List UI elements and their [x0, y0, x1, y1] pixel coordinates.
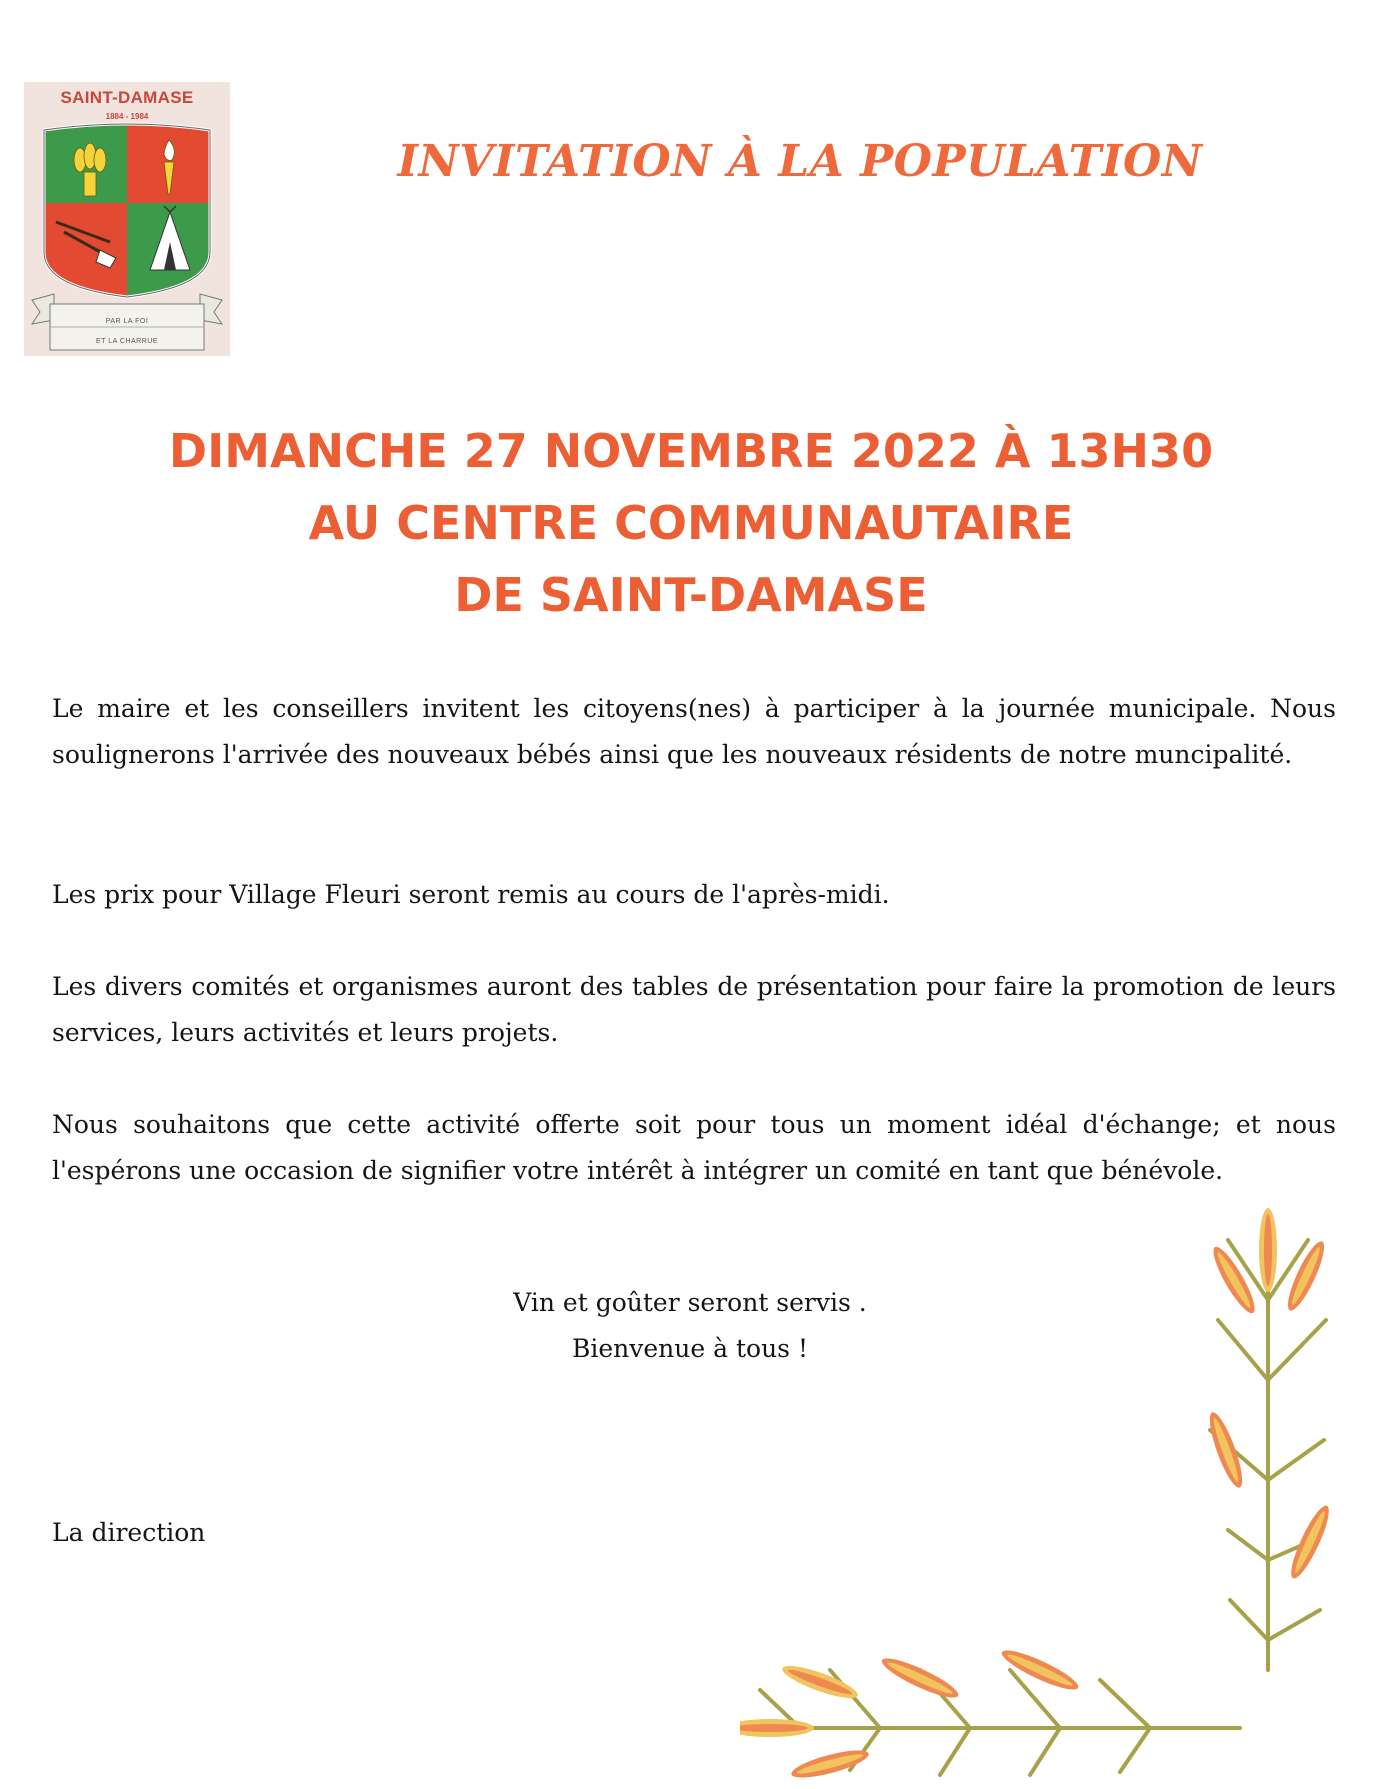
- body-paragraph-4: Nous souhaitons que cette activité offerte soit pour tous un moment idéal d'échange; et nous l'espérons une occasion de signifier votre intérêt à intégrer un comité en tant que bénévole.: [52, 1110, 1336, 1185]
- logo-motto-line2: ET LA CHARRUE: [96, 338, 158, 345]
- event-town-line: DE SAINT-DAMASE: [454, 568, 928, 622]
- event-venue-line: AU CENTRE COMMUNAUTAIRE: [308, 496, 1074, 550]
- coat-of-arms-logo: [24, 82, 230, 356]
- body-paragraph-2: Les prix pour Village Fleuri seront remis au cours de l'après-midi.: [52, 880, 890, 909]
- body-paragraph-1: Le maire et les conseillers invitent les citoyens(nes) à participer à la journée municipale. Nous soulignerons l'arrivée des nouveaux bébés ainsi que les nouveaux résidents de notre muncipalité.: [52, 694, 1336, 769]
- logo-motto-line1: PAR LA FOI: [105, 318, 149, 325]
- coat-of-arms-icon: [24, 82, 230, 356]
- logo-years: 1884 - 1984: [105, 112, 149, 121]
- closing-line-1: Vin et goûter seront servis .: [513, 1288, 867, 1317]
- signature: La direction: [52, 1518, 206, 1547]
- closing-line-2: Bienvenue à tous !: [572, 1334, 808, 1363]
- page-title: INVITATION À LA POPULATION: [397, 136, 1203, 187]
- leaf-branch-icon: [740, 1200, 1360, 1789]
- logo-title: SAINT-DAMASE: [60, 88, 194, 107]
- event-date-line: DIMANCHE 27 NOVEMBRE 2022 À 13H30: [168, 424, 1214, 478]
- body-paragraph-3: Les divers comités et organismes auront des tables de présentation pour faire la promotion de leurs services, leurs activités et leurs projets.: [52, 972, 1336, 1047]
